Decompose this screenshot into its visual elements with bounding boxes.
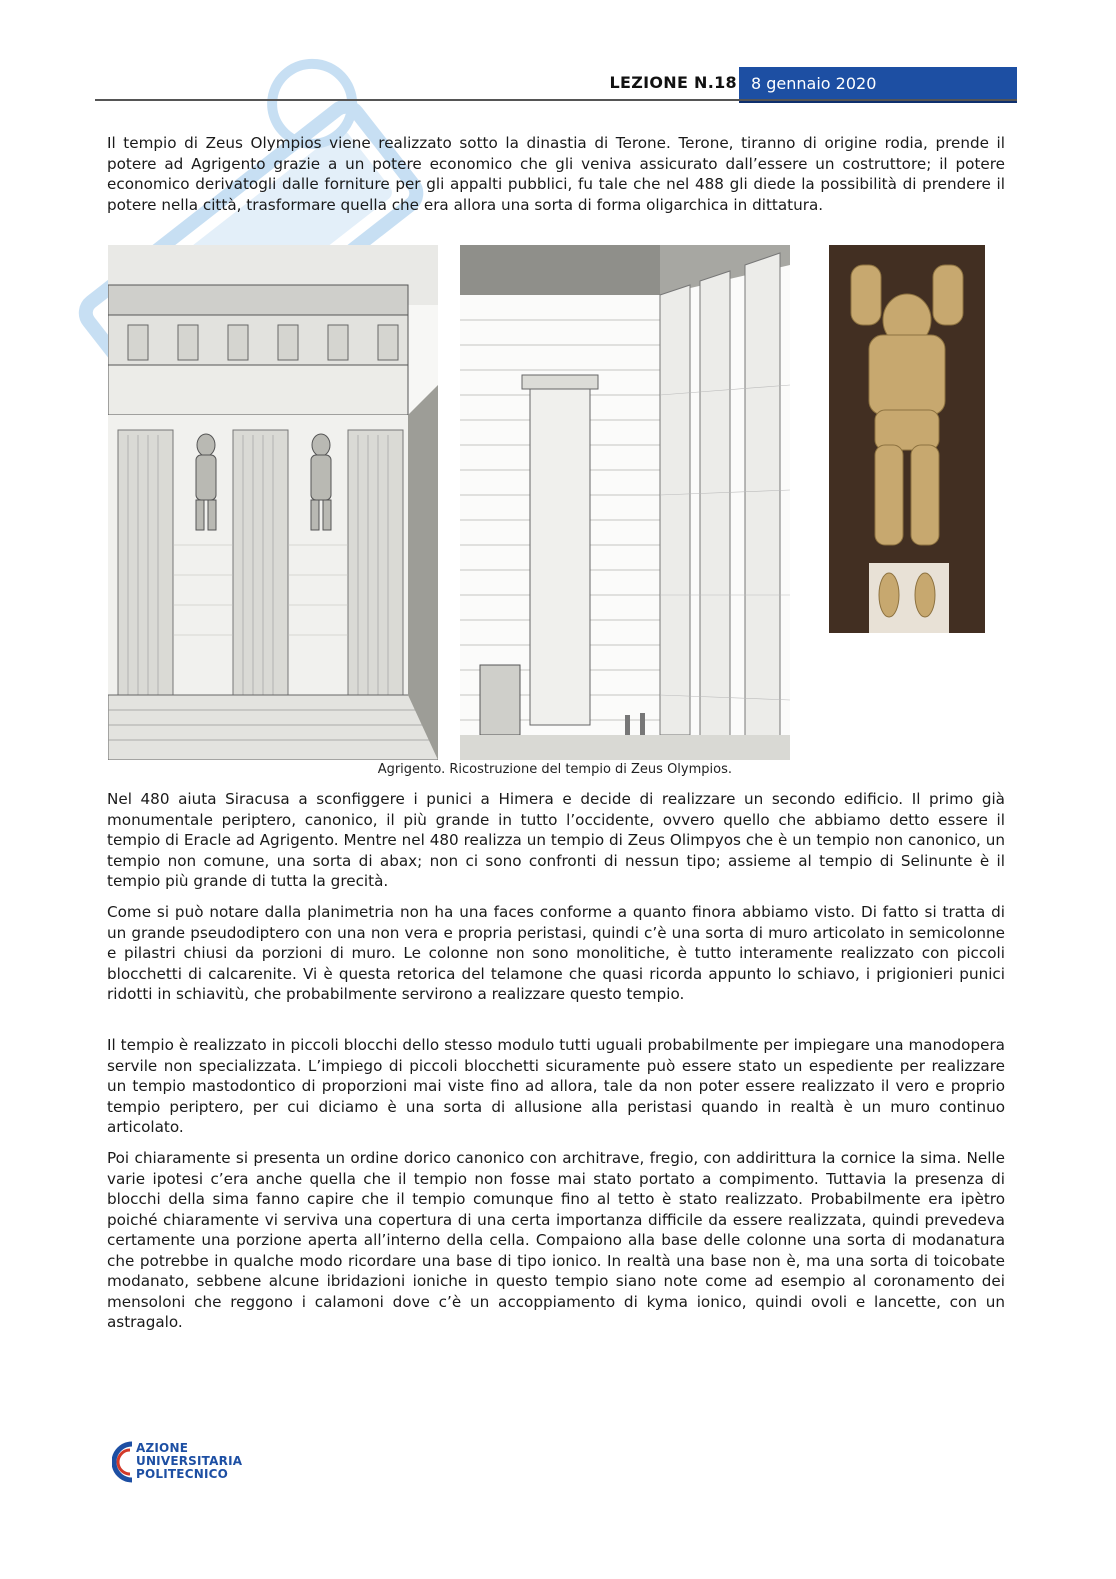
telamon-statue-photo: [829, 245, 985, 633]
lesson-number: LEZIONE N.18: [609, 73, 737, 92]
page-header: [95, 67, 1017, 101]
paragraph-intro: Il tempio di Zeus Olympios viene realizzato sotto la dinastia di Terone. Terone, tiranno di origine rodia, prende il potere ad Agrigento grazie a un potere economico che gli veniva assicurato dall’essere un costruttore; il potere economico derivatogli dalle forniture per gli appalti pubblici, fu tale che nel 488 gli diede la possibilità di prendere il potere nella città, trasformare quella che era allora una sorta di forma oligarchica in dittatura.: [107, 134, 1005, 214]
lesson-date: 8 gennaio 2020: [751, 74, 877, 93]
paragraph-ordine-dorico: Poi chiaramente si presenta un ordine dorico canonico con architrave, fregio, con addirittura la cornice la sima. Nelle varie ipotesi c’era anche quella che il tempio non fosse mai stato portato a compimento. Tuttavia la presenza di blocchi della sima fanno capire che il tempio comunque fino al tetto è stato realizzato. Probabilmente era ipètro poiché chiaramente vi serviva una copertura di una certa importanza difficile da essere realizzata, quindi prevedeva certamente una porzione aperta all’interno della cella. Compaiono alla base delle colonne una sorta di modanatura che potrebbe in qualche modo ricordare una base di tipo ionico. In realtà una base non è, ma una sorta di toicobate modanato, sebbene alcune ibridazioni ioniche in questo tempio siano note come ad esempio al coronamento dei mensoloni che reggono i calamoni dove c’è un accoppiamento di kyma ionico, quindi ovoli e lancette, con un astragalo.: [107, 1149, 1005, 1331]
paragraph-blocchi: Il tempio è realizzato in piccoli blocchi dello stesso modulo tutti uguali probabilmente per impiegare una manodopera servile non specializzata. L’impiego di piccoli blocchetti sicuramente può essere stato un espediente per realizzare un tempio mastodontico di proporzioni mai viste fino ad allora, tale da non poter essere realizzato il vero e proprio tempio periptero, per cui diciamo è una sorta di allusione alla peristasi quando in realtà è un muro continuo articolato.: [107, 1036, 1005, 1136]
paragraph-planimetria: Come si può notare dalla planimetria non ha una faces conforme a quanto finora abbiamo visto. Di fatto si tratta di un grande pseudodiptero con una non vera e propria peristasi, quindi c’è una sorta di muro articolato in semicolonne e pilastri chiusi da porzioni di muro. Le colonne non sono monolitiche, è tutto interamente realizzato con piccoli blocchetti di calcarenite. Vi è questa retorica del telamone che quasi ricorda appunto lo schiavo, i prigionieri punici ridotti in schiavitù, che probabilmente servirono a realizzare questo tempio.: [107, 903, 1005, 1003]
logo-line-1: AZIONE: [136, 1441, 189, 1455]
logo-line-3: POLITECNICO: [136, 1467, 229, 1481]
logo-line-2: UNIVERSITARIA: [136, 1454, 243, 1468]
paragraph-himera: Nel 480 aiuta Siracusa a sconfiggere i punici a Himera e decide di realizzare un secondo edificio. Il primo già monumentale periptero, canonico, il più grande in tutto l’occidente, ovvero quello che abbiamo detto essere il tempio di Eracle ad Agrigento. Mentre nel 480 realizza un tempio di Zeus Olimpyos che è un tempio non canonico, un tempio non comune, una sorta di abax; non ci sono confronti di nessun tipo; assieme al tempio di Selinunte è il tempio più grande di tutta la grecità.: [107, 790, 1005, 890]
figure-caption: Agrigento. Ricostruzione del tempio di Zeus Olympios.: [377, 762, 732, 777]
temple-interior-drawing: [460, 245, 790, 760]
date-box: [739, 67, 1017, 103]
logo-mark-icon: [112, 1440, 138, 1484]
header-rule: [95, 99, 1017, 101]
temple-facade-drawing: [108, 245, 438, 760]
association-logo: [112, 1438, 252, 1482]
